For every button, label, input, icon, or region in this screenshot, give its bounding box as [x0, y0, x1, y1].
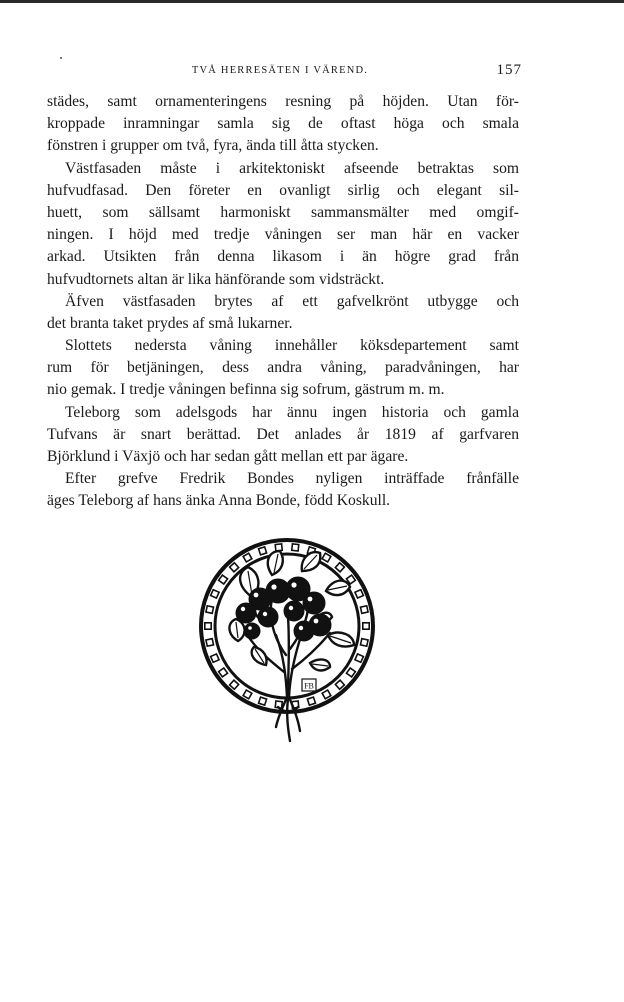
lingonberry-sprig-roundel-icon [198, 537, 376, 745]
text-line: hufvudfasad. Den företer en ovanligt sirlig och elegant sil- [47, 181, 519, 199]
text-line: Västfasaden måste i arkitektoniskt afseende betraktas som [65, 159, 519, 177]
text-line: ningen. I höjd med tredje våningen ser man här en vacker [47, 226, 519, 244]
roundel-bead [205, 623, 211, 629]
roundel-bead [307, 697, 315, 705]
roundel-bead [219, 575, 228, 584]
roundel-bead [243, 553, 252, 562]
text-line: huett, som sällsamt harmoniskt sammansmälter med omgif- [47, 203, 519, 221]
roundel-bead [292, 544, 299, 551]
print-speck [60, 57, 62, 59]
roundel-bead [355, 654, 363, 662]
roundel-bead [355, 590, 363, 598]
text-line: fönstren i grupper om två, fyra, ända till åtta stycken. [47, 137, 379, 155]
roundel-bead [322, 553, 331, 562]
roundel-bead [322, 690, 331, 699]
text-line: arkad. Utsikten från denna likasom i än högre grad från [47, 248, 519, 266]
roundel-bead [259, 547, 267, 555]
roundel-bead [243, 690, 252, 699]
roundel-bead [360, 606, 368, 614]
roundel-bead [346, 668, 355, 677]
roundel-bead [211, 654, 219, 662]
roundel-bead [206, 606, 214, 614]
text-line: Slottets nedersta våning innehåller köksdepartement samt [65, 337, 519, 355]
text-line: Efter grefve Fredrik Bondes nyligen inträffade frånfälle [65, 470, 519, 488]
text-line: rum för betjäningen, dess andra våning, paradvåningen, har [47, 359, 519, 377]
text-line: nio gemak. I tredje våningen befinna sig sofrum, gästrum m. m. [47, 381, 445, 399]
text-line: Äfven västfasaden brytes af ett gafvelkrönt utbygge och [65, 292, 519, 310]
text-line: Teleborg som adelsgods har ännu ingen historia och gamla [65, 403, 519, 421]
text-line: Björklund i Växjö och har sedan gått mellan ett par ägare. [47, 448, 409, 465]
roundel-bead [360, 639, 368, 647]
roundel-bead [219, 668, 228, 677]
roundel-bead [363, 623, 369, 629]
body-text [47, 91, 519, 513]
running-title: TVÅ HERRESÄTEN I VÄREND. [191, 65, 369, 76]
text-line: äges Teleborg af hans änka Anna Bonde, född Koskull. [47, 492, 391, 510]
page-number: 157 [496, 62, 522, 78]
text-line: hufvudtornets altan är lika hänförande som vidsträckt. [47, 270, 385, 288]
roundel-bead [211, 590, 219, 598]
text-line: städes, samt ornamenteringens resning på höjden. Utan för- [47, 93, 519, 110]
roundel-bead [230, 563, 239, 572]
top-border-rule [0, 0, 624, 3]
roundel-bead [335, 680, 344, 689]
monogram: FB [304, 681, 314, 691]
roundel-bead [206, 639, 214, 647]
text-line: det branta taket prydes af små lukarner. [47, 314, 293, 332]
roundel-bead [259, 697, 267, 705]
text-line: Tufvans är snart berättad. Det anlades år 1819 af garfvaren [47, 425, 519, 443]
text-line: kroppade inramningar samla sig de oftast höga och smala [47, 115, 519, 133]
roundel-bead [335, 563, 344, 572]
roundel-bead [230, 680, 239, 689]
running-head [0, 60, 624, 84]
